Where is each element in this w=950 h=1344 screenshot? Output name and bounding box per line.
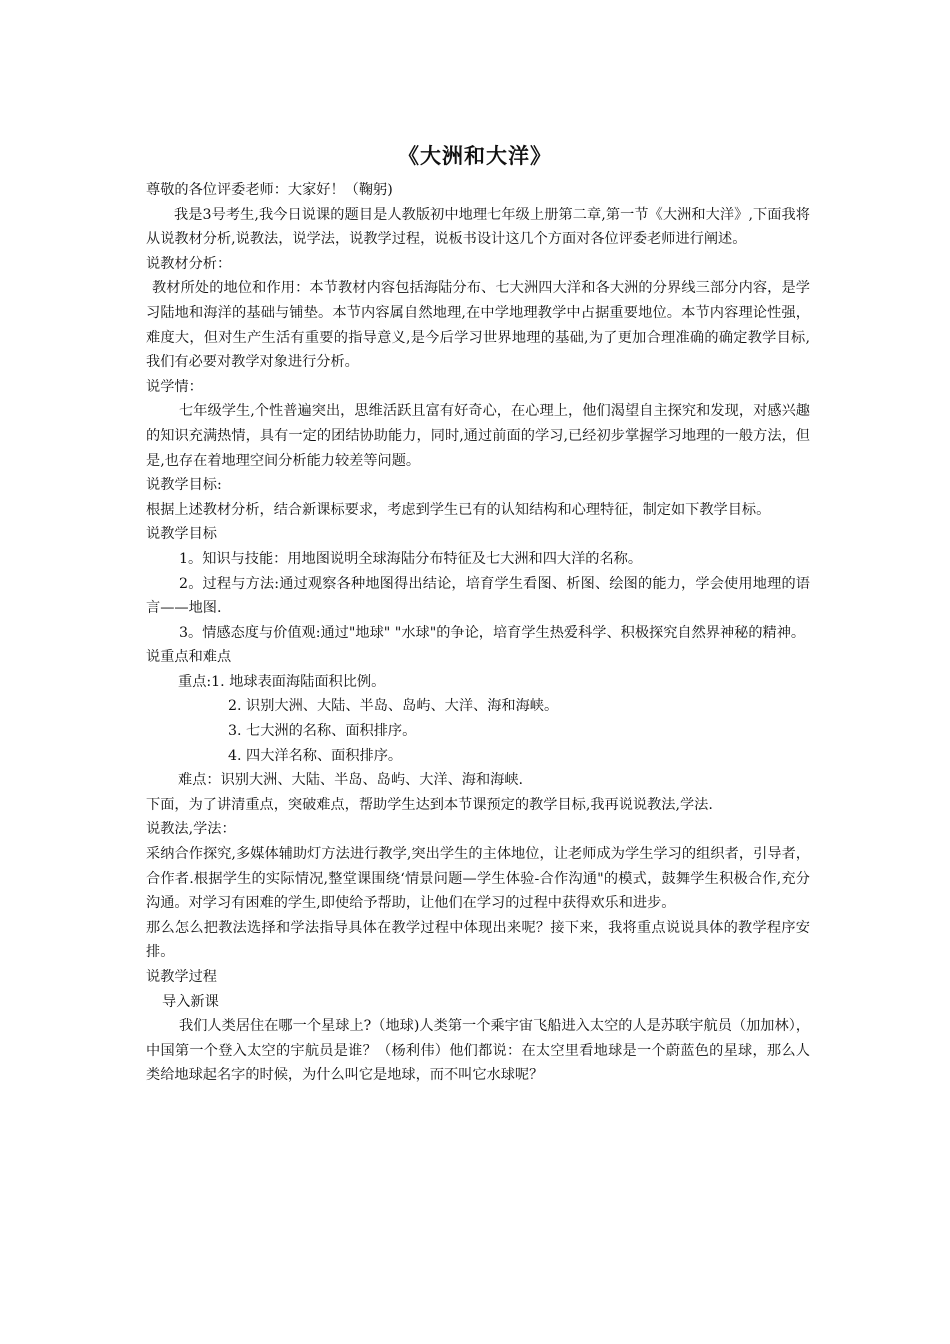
key-point-item: 3. 七大洲的名称、面积排序。	[228, 723, 417, 740]
document-body	[146, 178, 810, 1088]
section-heading: 说教学过程	[146, 969, 217, 985]
difficulty-item: 难点：识别大洲、大陆、半岛、岛屿、大洋、海和海峡.	[178, 772, 524, 789]
lesson-intro-paragraph: 我们人类居住在哪一个星球上?（地球)人类第一个乘宇宙飞船进入太空的人是苏联宇航员（加加林），中国第一个登入太空的宇航员是谁？（杨利伟）他们都说：在太空里看地球是一个蔚蓝色的星球，那么人类给地球起名字的时候，为什么叫它是地球，而不叫它水球呢？	[146, 1018, 810, 1084]
key-point-item: 重点:1. 地球表面海陆面积比例。	[178, 673, 386, 690]
methods-paragraph: 采纳合作探究,多媒体辅助灯方法进行教学,突出学生的主体地位，让老师成为学生学习的组织者，引导者，合作者.根据学生的实际情况,整堂课围绕‘情景问题—学生体验-合作沟通"的模式，鼓舞学生积极合作,充分沟通。对学习有困难的学生,即使给予帮助，让他们在学习的过程中获得欢乐和进步。	[146, 846, 810, 912]
section-heading: 说重点和难点	[146, 649, 232, 666]
key-point-item: 2. 识别大洲、大陆、半岛、岛屿、大洋、海和海峡。	[228, 698, 559, 715]
objective-item: 1。知识与技能：用地图说明全球海陆分布特征及七大洲和四大洋的名称。	[179, 550, 643, 567]
transition-paragraph: 下面，为了讲清重点，突破难点，帮助学生达到本节课预定的教学目标,我再说说教法,学法.	[146, 796, 713, 813]
section-heading: 说教学目标	[146, 526, 217, 543]
objectives-intro-paragraph: 根据上述教材分析，结合新课标要求，考虑到学生已有的认知结构和心理特征，制定如下教学目标。	[146, 501, 771, 518]
intro-paragraph: 我是3号考生,我今日说课的题目是人教版初中地理七年级上册第二章,第一节《大洲和大洋》,下面我将从说教材分析,说教法，说学法，说教学过程，说板书设计这几个方面对各位评委老师进行阐述。	[146, 206, 810, 248]
document-title: 《大洲和大洋》	[398, 144, 552, 168]
objective-item: 3。情感态度与价值观:通过"地球" "水球"的争论，培育学生热爱科学、积极探究自然界神秘的精神。	[179, 624, 806, 641]
section-heading: 说教材分析：	[146, 255, 232, 272]
section-heading: 说教法,学法：	[146, 821, 236, 838]
textbook-analysis-paragraph: 教材所处的地位和作用：本节教材内容包括海陆分布、七大洲四大洋和各大洲的分界线三部分内容，是学习陆地和海洋的基础与铺垫。本节内容属自然地理,在中学地理教学中占据重要地位。本节内容理论性强，难度大，但对生产生活有重要的指导意义,是今后学习世界地理的基础,为了更加合理准确的确定教学目标,我们有必要对教学对象进行分析。	[146, 280, 810, 371]
subsection-heading: 导入新课	[162, 993, 219, 1010]
section-heading: 说教学目标:	[146, 477, 222, 494]
objective-item: 2。过程与方法:通过观察各种地图得出结论，培育学生看图、析图、绘图的能力，学会使用地理的语言——地图.	[146, 575, 810, 617]
greeting: 尊敬的各位评委老师：大家好！（鞠躬)	[146, 182, 393, 198]
key-point-item: 4. 四大洋名称、面积排序。	[228, 747, 403, 764]
student-analysis-paragraph: 七年级学生,个性普遍突出，思维活跃且富有好奇心，在心理上，他们渴望自主探究和发现，对感兴趣的知识充满热情，具有一定的团结协助能力，同时,通过前面的学习,已经初步掌握学习地理的一般方法，但是,也存在着地理空间分析能力较差等问题。	[146, 403, 810, 469]
section-heading: 说学情：	[146, 378, 203, 395]
transition-paragraph: 那么怎么把教法选择和学法指导具体在教学过程中体现出来呢？接下来，我将重点说说具体的教学程序安排。	[146, 919, 810, 961]
